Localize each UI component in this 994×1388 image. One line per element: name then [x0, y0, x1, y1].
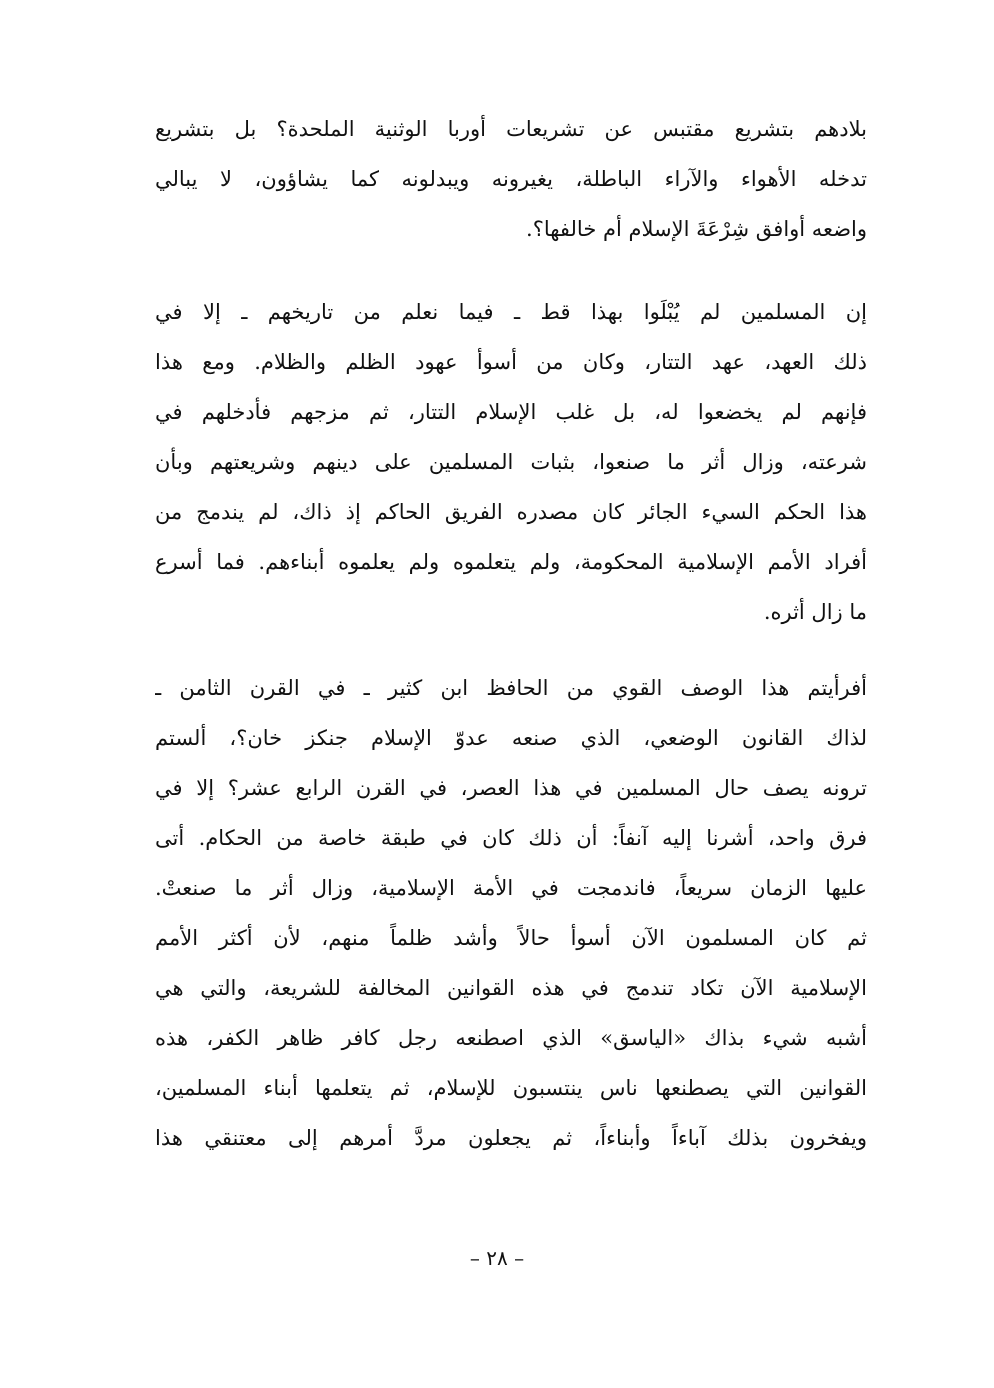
text-line: فرق واحد، أشرنا إليه آنفاً: أن ذلك كان في طبقة خاصة من الحكام. أتى	[155, 826, 867, 850]
page-number: – ٢٨ –	[469, 1246, 525, 1270]
text-line: ترونه يصف حال المسلمين في هذا العصر، في القرن الرابع عشر؟ إلا في	[155, 776, 867, 800]
text-line: الإسلامية الآن تكاد تندمج في هذه القوانين المخالفة للشريعة، والتي هي	[155, 976, 867, 1000]
text-line: تدخله الأهواء والآراء الباطلة، يغيرونه ويبدلونه كما يشاؤون، لا يبالي	[155, 167, 867, 191]
paragraph-3	[155, 663, 867, 1163]
text-line: إن المسلمين لم يُبْلَوا بهذا قط ـ فيما نعلم من تاريخهم ـ إلا في	[155, 300, 867, 324]
text-line: واضعه أوافق شِرْعَةَ الإسلام أم خالفها؟.	[526, 217, 867, 241]
text-line: عليها الزمان سريعاً، فاندمجت في الأمة الإسلامية، وزال أثر ما صنعتْ.	[155, 876, 867, 900]
text-line: القوانين التي يصطنعها ناس ينتسبون للإسلام، ثم يتعلمها أبناء المسلمين،	[155, 1076, 867, 1100]
text-line: أفرأيتم هذا الوصف القوي من الحافظ ابن كثير ـ في القرن الثامن ـ	[155, 676, 867, 700]
text-line: بلادهم بتشريع مقتبس عن تشريعات أوربا الوثنية الملحدة؟ بل بتشريع	[155, 117, 867, 141]
text-line: ما زال أثره.	[763, 600, 867, 624]
text-line: أفراد الأمم الإسلامية المحكومة، ولم يتعلموه ولم يعلموه أبناءهم. فما أسرع	[155, 550, 867, 574]
paragraph-2	[155, 287, 867, 637]
text-line: فإنهم لم يخضعوا له، بل غلب الإسلام التتار، ثم مزجهم فأدخلهم في	[155, 400, 867, 424]
text-line: ويفخرون بذلك آباءاً وأبناءاً، ثم يجعلون مردَّ أمرهم إلى معتنقي هذا	[155, 1126, 867, 1150]
text-line: لذاك القانون الوضعي، الذي صنعه عدوّ الإسلام جنكز خان؟، ألستم	[155, 726, 867, 750]
paragraph-1	[155, 104, 867, 254]
text-line: هذا الحكم السيء الجائر كان مصدره الفريق الحاكم إذ ذاك، لم يندمج من	[155, 500, 867, 524]
text-line: شرعته، وزال أثر ما صنعوا، بثبات المسلمين على دينهم وشريعتهم وبأن	[155, 450, 867, 474]
text-line: أشبه شيء بذاك «الياسق» الذي اصطنعه رجل كافر ظاهر الكفر، هذه	[155, 1026, 867, 1050]
text-line: ذلك العهد، عهد التتار، وكان من أسوأ عهود الظلم والظلام. ومع هذا	[155, 350, 867, 374]
text-line: ثم كان المسلمون الآن أسوأ حالاً وأشد ظلماً منهم، لأن أكثر الأمم	[155, 926, 867, 950]
